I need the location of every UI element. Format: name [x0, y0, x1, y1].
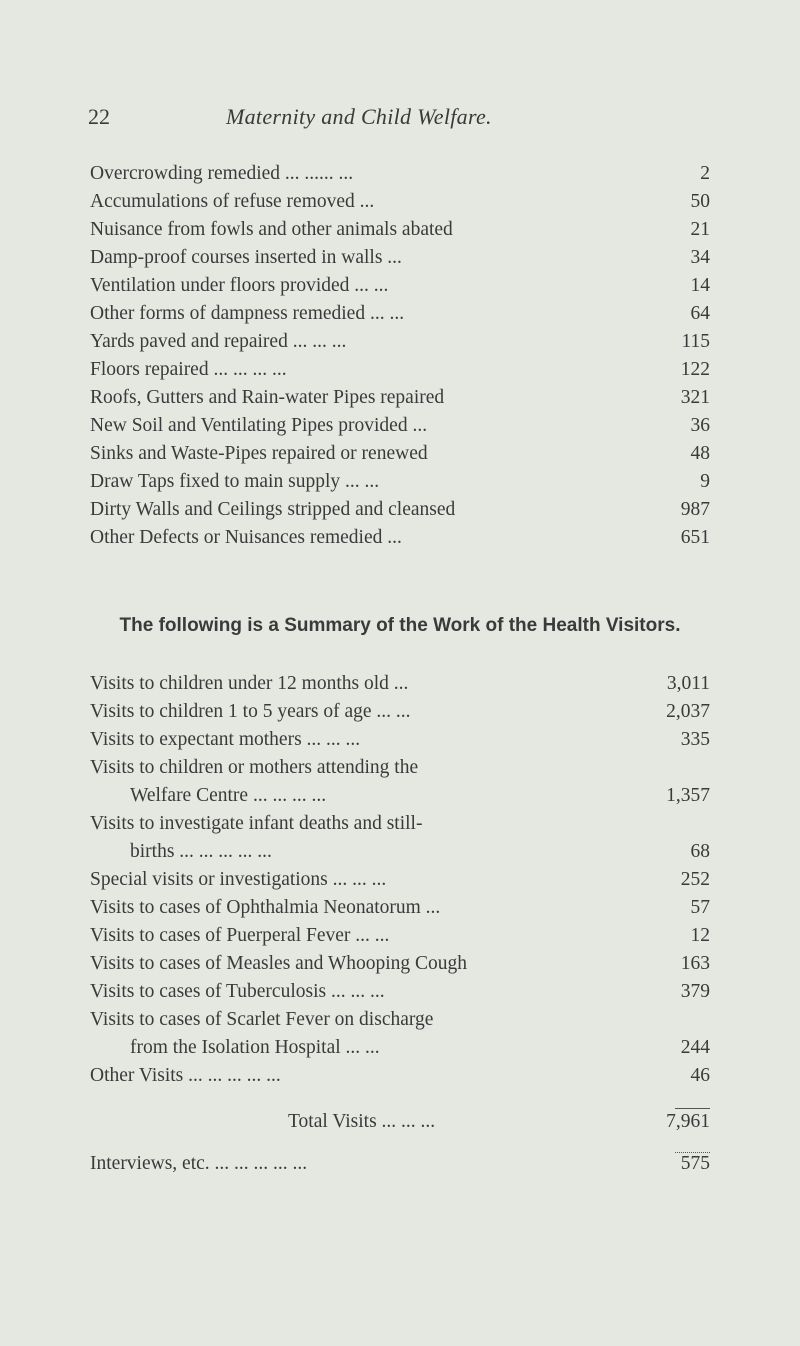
row-value: 651 [680, 527, 710, 548]
row-label: Overcrowding remedied ... ...... ... [90, 163, 354, 184]
row-value: 12 [690, 925, 710, 946]
row-value: 335 [680, 729, 710, 750]
total-label: Total Visits ... ... ... [288, 1111, 436, 1132]
row-value: 252 [680, 869, 710, 890]
total-row [90, 1108, 710, 1136]
row-label: Visits to children 1 to 5 years of age ... ... [90, 701, 411, 722]
table-row [90, 188, 710, 216]
row-value: 14 [690, 275, 710, 296]
row-label: Other Visits ... ... ... ... ... [90, 1065, 281, 1086]
row-label: Visits to cases of Scarlet Fever on discharge [90, 1009, 434, 1030]
row-value: 115 [681, 331, 710, 352]
row-value: 64 [690, 303, 710, 324]
row-label: Dirty Walls and Ceilings stripped and cleansed [90, 499, 456, 520]
page-header [88, 104, 708, 134]
row-label: Damp-proof courses inserted in walls ... [90, 247, 402, 268]
row-label: Accumulations of refuse removed ... [90, 191, 375, 212]
table-row [90, 356, 710, 384]
table-row [90, 384, 710, 412]
row-value: 50 [690, 191, 710, 212]
row-value: 321 [680, 387, 710, 408]
row-value: 575 [680, 1153, 710, 1174]
row-label: Welfare Centre ... ... ... ... [130, 785, 327, 806]
row-value: 46 [690, 1065, 710, 1086]
row-label: from the Isolation Hospital ... ... [130, 1037, 380, 1058]
table-row [90, 1034, 710, 1062]
table-row [90, 950, 710, 978]
table-row [90, 894, 710, 922]
table-row [90, 328, 710, 356]
row-label: Draw Taps fixed to main supply ... ... [90, 471, 380, 492]
page-number: 22 [88, 104, 110, 129]
row-label: Nuisance from fowls and other animals abated [90, 219, 453, 240]
table-row [90, 524, 710, 552]
row-label: Visits to investigate infant deaths and still- [90, 813, 423, 834]
total-rule [675, 1108, 710, 1109]
row-label: Visits to cases of Measles and Whooping Cough [90, 953, 468, 974]
table-row [90, 300, 710, 328]
row-value: 34 [690, 247, 710, 268]
row-label: Other Defects or Nuisances remedied ... [90, 527, 402, 548]
table-row [90, 782, 710, 810]
table-row [90, 1150, 710, 1178]
table-row [90, 978, 710, 1006]
total-dotted-rule [675, 1152, 710, 1153]
table-row [90, 754, 710, 782]
table-row [90, 1006, 710, 1034]
row-label: Ventilation under floors provided ... ... [90, 275, 389, 296]
table-row [90, 670, 710, 698]
row-value: 122 [680, 359, 710, 380]
row-value: 3,011 [666, 673, 710, 694]
table-row [90, 726, 710, 754]
row-label: Other forms of dampness remedied ... ... [90, 303, 405, 324]
row-value: 36 [690, 415, 710, 436]
row-value: 379 [680, 981, 710, 1002]
row-value: 21 [690, 219, 710, 240]
table-row [90, 468, 710, 496]
row-label: Sinks and Waste-Pipes repaired or renewed [90, 443, 428, 464]
table-row [90, 1062, 710, 1090]
row-value: 2,037 [666, 701, 710, 722]
table-row [90, 160, 710, 188]
table-row [90, 272, 710, 300]
total-value: 7,961 [666, 1111, 710, 1132]
row-label: Interviews, etc. ... ... ... ... ... [90, 1153, 308, 1174]
row-label: Floors repaired ... ... ... ... [90, 359, 287, 380]
row-label: Visits to children or mothers attending the [90, 757, 419, 778]
page-title: Maternity and Child Welfare. [226, 104, 492, 129]
table-row [90, 838, 710, 866]
row-value: 163 [680, 953, 710, 974]
row-value: 987 [680, 499, 710, 520]
row-label: Yards paved and repaired ... ... ... [90, 331, 347, 352]
row-label: Special visits or investigations ... ... ... [90, 869, 387, 890]
summary-heading: The following is a Summary of the Work of the Health Visitors. [119, 615, 681, 636]
row-value: 68 [690, 841, 710, 862]
table-row [90, 698, 710, 726]
row-value: 48 [690, 443, 710, 464]
row-label: Visits to cases of Puerperal Fever ... ... [90, 925, 390, 946]
row-label: births ... ... ... ... ... [130, 841, 272, 862]
table-row [90, 866, 710, 894]
nuisances-table [90, 160, 710, 552]
row-value: 244 [680, 1037, 710, 1058]
table-row [90, 216, 710, 244]
row-value: 57 [690, 897, 710, 918]
row-label: Roofs, Gutters and Rain-water Pipes repaired [90, 387, 445, 408]
row-label: Visits to children under 12 months old ... [90, 673, 409, 694]
visits-table [90, 670, 710, 1178]
table-row [90, 922, 710, 950]
row-label: New Soil and Ventilating Pipes provided ... [90, 415, 428, 436]
row-label: Visits to expectant mothers ... ... ... [90, 729, 361, 750]
table-row [90, 244, 710, 272]
row-label: Visits to cases of Ophthalmia Neonatorum ... [90, 897, 441, 918]
row-value: 9 [700, 471, 710, 492]
row-value: 2 [700, 163, 710, 184]
table-row [90, 440, 710, 468]
row-label: Visits to cases of Tuberculosis ... ... ... [90, 981, 385, 1002]
row-value: 1,357 [666, 785, 710, 806]
table-row [90, 810, 710, 838]
table-row [90, 412, 710, 440]
table-row [90, 496, 710, 524]
